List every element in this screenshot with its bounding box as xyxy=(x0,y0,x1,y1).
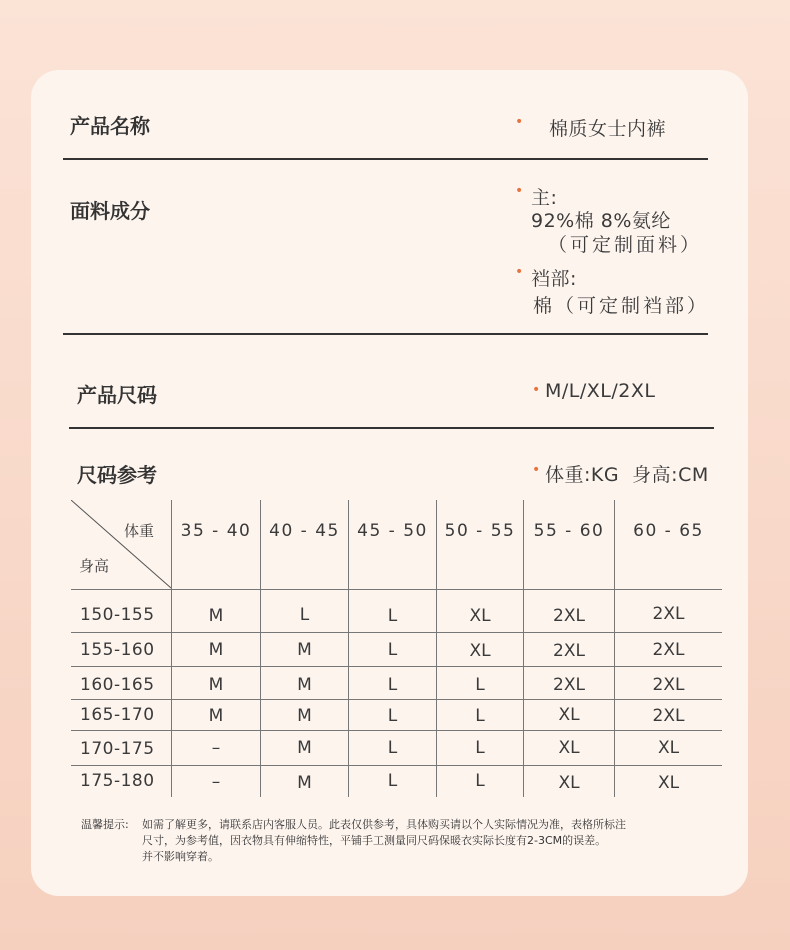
size-cell: 2XL xyxy=(652,706,685,726)
size-cell: M xyxy=(297,640,312,660)
size-cell: M xyxy=(208,640,224,660)
size-cell: 2XL xyxy=(652,604,685,624)
size-cell: L xyxy=(387,771,398,791)
divider xyxy=(63,158,708,160)
bullet-dot-icon: • xyxy=(515,114,524,130)
size-cell: XL xyxy=(657,738,680,758)
bullet-dot-icon: • xyxy=(515,264,524,280)
column-header: 40 - 45 xyxy=(269,521,340,541)
size-cell: XL xyxy=(657,773,680,793)
size-cell: M xyxy=(208,675,224,695)
row-height-label: 165-170 xyxy=(80,705,155,725)
size-cell: 2XL xyxy=(553,675,585,695)
size-value: M/L/XL/2XL xyxy=(545,380,656,402)
size-cell: L xyxy=(475,675,485,695)
size-cell: L xyxy=(387,606,398,626)
note-line-1: 如需了解更多，请联系店内客服人员。此表仅供参考，具体购买请以个人实际情况为准，表格所标注 xyxy=(142,818,626,831)
size-cell: – xyxy=(211,772,221,792)
bullet-dot-icon: • xyxy=(532,382,541,398)
fabric-label: 面料成分 xyxy=(70,199,150,223)
size-cell: L xyxy=(387,640,398,660)
size-cell: L xyxy=(387,675,398,695)
size-cell: 2XL xyxy=(652,675,685,695)
size-reference-label: 尺码参考 xyxy=(77,463,157,487)
row-height-label: 175-180 xyxy=(80,771,155,791)
size-cell: L xyxy=(475,771,485,791)
size-cell: 2XL xyxy=(553,606,585,626)
size-reference-units: 体重:KG 身高:CM xyxy=(545,464,709,486)
size-cell: XL xyxy=(469,606,491,626)
table-hline xyxy=(71,589,722,590)
product-name-value: 棉质女士内裤 xyxy=(549,118,667,140)
size-cell: 2XL xyxy=(553,641,585,661)
size-cell: – xyxy=(211,738,221,758)
size-label: 产品尺码 xyxy=(77,383,157,407)
size-cell: M xyxy=(297,773,312,793)
bullet-dot-icon: • xyxy=(532,462,541,478)
size-cell: L xyxy=(475,738,485,758)
row-height-label: 150-155 xyxy=(80,605,155,625)
note-line-2: 尺寸，为参考值，因衣物具有伸缩特性，平铺手工测量同尺码保暖衣实际长度有2-3CM的误差。 xyxy=(142,834,607,847)
column-header: 55 - 60 xyxy=(533,521,605,541)
size-cell: L xyxy=(387,738,398,758)
crotch-title: 裆部: xyxy=(531,268,577,290)
row-height-label: 155-160 xyxy=(80,640,155,660)
size-cell: M xyxy=(297,738,312,758)
column-header: 50 - 55 xyxy=(444,521,516,541)
row-height-label: 160-165 xyxy=(80,675,155,695)
size-cell: XL xyxy=(558,738,580,758)
size-cell: L xyxy=(299,605,310,625)
fabric-main-line2: （可定制面料） xyxy=(548,234,703,256)
size-cell: M xyxy=(208,606,224,626)
size-cell: M xyxy=(297,706,312,726)
size-cell: L xyxy=(387,706,398,726)
bullet-dot-icon: • xyxy=(515,183,524,199)
size-cell: 2XL xyxy=(652,640,685,660)
row-height-label: 170-175 xyxy=(80,739,155,759)
fabric-main-title: 主: xyxy=(531,187,558,209)
corner-height-label: 身高 xyxy=(79,557,110,575)
size-cell: M xyxy=(297,675,312,695)
fabric-main-line1: 92%棉 8%氨纶 xyxy=(531,210,671,232)
table-hline xyxy=(71,666,722,667)
corner-weight-label: 体重 xyxy=(124,522,155,540)
size-cell: XL xyxy=(469,641,491,661)
note-prefix: 温馨提示: xyxy=(81,818,129,831)
table-hline xyxy=(71,730,722,731)
product-name-label: 产品名称 xyxy=(70,114,150,138)
table-hline xyxy=(71,699,722,700)
divider xyxy=(63,333,708,335)
column-header: 45 - 50 xyxy=(357,521,428,541)
table-hline xyxy=(71,632,722,633)
table-hline xyxy=(71,765,722,766)
size-cell: L xyxy=(475,706,485,726)
size-cell: M xyxy=(208,706,224,726)
note-line-3: 并不影响穿着。 xyxy=(142,850,219,863)
divider xyxy=(69,427,714,429)
size-cell: XL xyxy=(558,705,580,725)
column-header: 60 - 65 xyxy=(633,521,704,541)
column-header: 35 - 40 xyxy=(180,521,252,541)
size-cell: XL xyxy=(558,773,580,793)
crotch-line: 棉（可定制裆部） xyxy=(533,295,710,317)
